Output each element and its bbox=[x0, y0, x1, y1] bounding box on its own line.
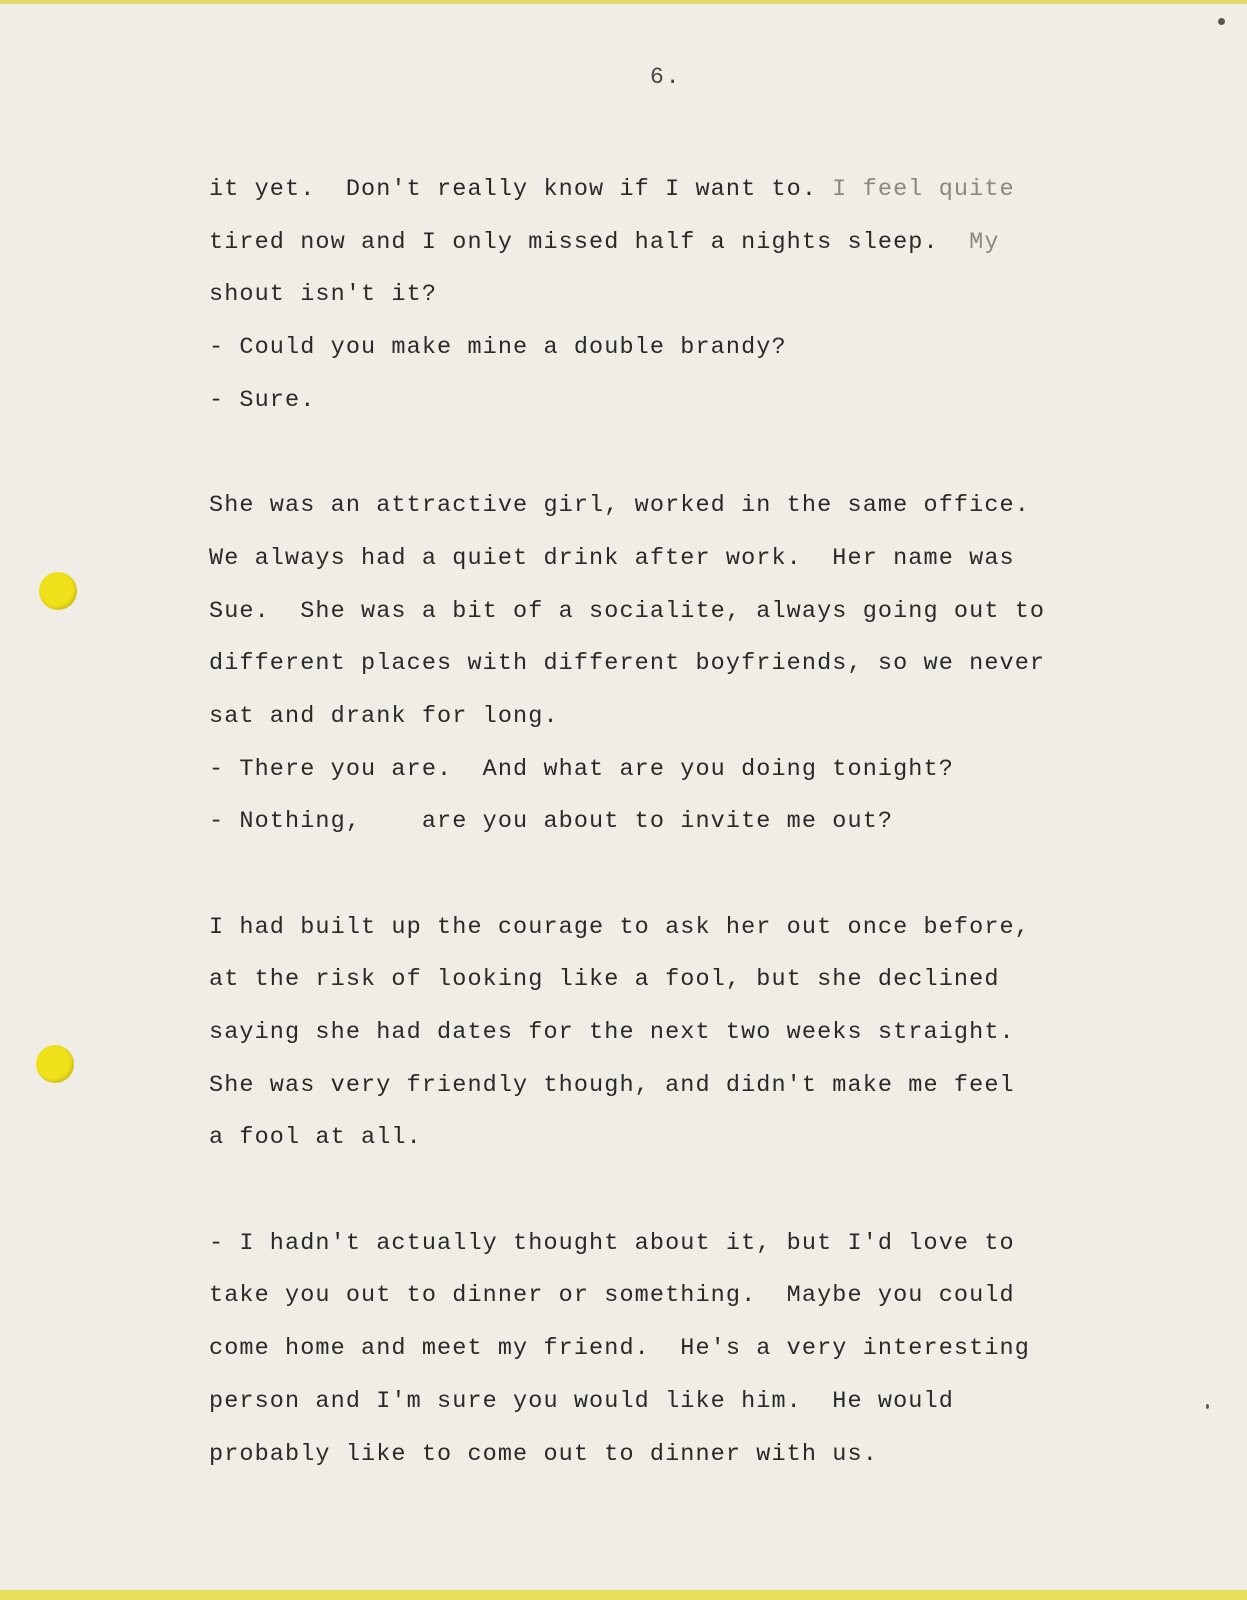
text-line: take you out to dinner or something. Maybe you could bbox=[209, 1282, 1015, 1310]
paragraph-gap bbox=[209, 427, 1109, 480]
text-line: Sue. She was a bit of a socialite, always going out to bbox=[209, 597, 1046, 625]
typed-body-text bbox=[209, 164, 1109, 1481]
text-line: tired now and I only missed half a nights sleep. My bbox=[209, 228, 1000, 256]
text-line: sat and drank for long. bbox=[209, 702, 559, 730]
paper-speck bbox=[1206, 1404, 1209, 1409]
text-line: - Sure. bbox=[209, 386, 316, 414]
text-line: come home and meet my friend. He's a very interesting bbox=[209, 1335, 1030, 1363]
text-line: She was an attractive girl, worked in the same office. bbox=[209, 492, 1030, 520]
text-line: - Could you make mine a double brandy? bbox=[209, 334, 787, 362]
text-line: - Nothing, are you about to invite me out? bbox=[209, 808, 894, 836]
text-line: saying she had dates for the next two weeks straight. bbox=[209, 1019, 1015, 1046]
text-line: We always had a quiet drink after work. Her name was bbox=[209, 544, 1015, 572]
binder-hole-top bbox=[39, 572, 77, 610]
paragraph-gap bbox=[209, 849, 1109, 902]
text-line: - There you are. And what are you doing tonight? bbox=[209, 755, 954, 783]
text-line: it yet. Don't really know if I want to. I feel quite bbox=[209, 176, 1015, 203]
text-line: She was very friendly though, and didn't make me feel bbox=[209, 1071, 1015, 1099]
paragraph-gap bbox=[209, 1165, 1109, 1218]
text-line: at the risk of looking like a fool, but she declined bbox=[209, 966, 1000, 994]
text-line: shout isn't it? bbox=[209, 281, 438, 309]
text-line: - I hadn't actually thought about it, but I'd love to bbox=[209, 1229, 1015, 1257]
text-line: different places with different boyfriends, so we never bbox=[209, 650, 1046, 678]
text-line: person and I'm sure you would like him. He would bbox=[209, 1387, 954, 1415]
text-line: a fool at all. bbox=[209, 1124, 422, 1152]
text-line: I had built up the courage to ask her out once before, bbox=[209, 913, 1030, 941]
binder-hole-bottom bbox=[36, 1045, 74, 1083]
page-number: 6. bbox=[650, 64, 682, 90]
paper-speck bbox=[1218, 18, 1225, 25]
text-line: probably like to come out to dinner with us. bbox=[209, 1440, 878, 1468]
